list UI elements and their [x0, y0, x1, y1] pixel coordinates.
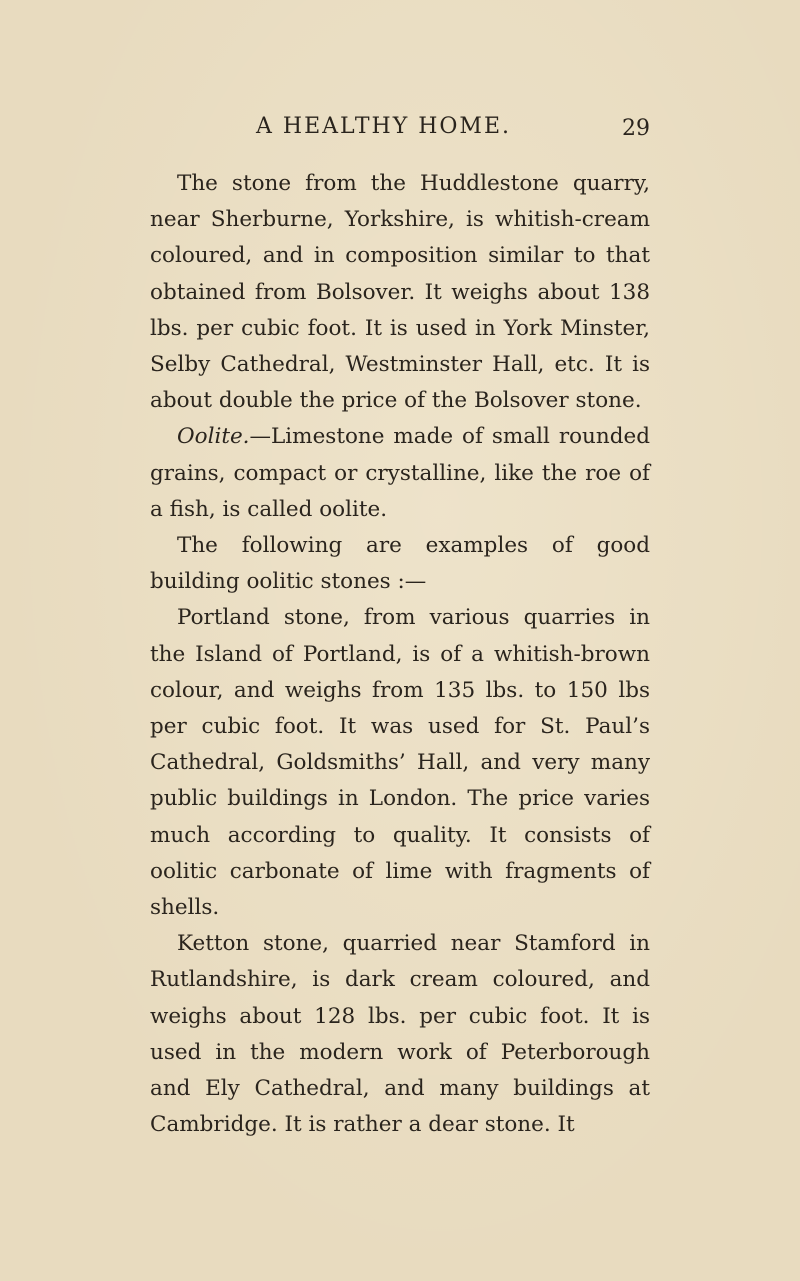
body-text	[150, 166, 650, 1143]
running-title: A HEALTHY HOME.	[256, 114, 512, 139]
paragraph-oolite	[150, 419, 650, 528]
paragraph-text: Portland stone, from various quarries in the Island of Portland, is of a whitish-brown colour, and weighs from 135 lbs. to 150 lbs per cubic foot. It was used for St. Paul’s Cathedral, Goldsmiths’ Hall, and very many public buildings in London. The price varies much according to quality. It consists of oolitic carbonate of lime with fragments of shells.	[150, 605, 650, 921]
page-number: 29	[622, 116, 650, 141]
paragraph-portland	[150, 600, 650, 926]
page-header	[0, 114, 800, 148]
paragraph-lead-italic: Oolite.	[177, 424, 250, 450]
paragraph-huddlestone	[150, 166, 650, 419]
paragraph-text: The stone from the Huddlestone quarry, near Sherburne, Yorkshire, is whitish-cream coloured, and in composition similar to that obtained from Bolsover. It weighs about 138 lbs. per cubic foot. It is used in York Minster, Selby Cathedral, Westminster Hall, etc. It is about double the price of the Bolsover stone.	[150, 171, 650, 414]
paragraph-text: Ketton stone, quarried near Stamford in Rutlandshire, is dark cream coloured, and weighs about 128 lbs. per cubic foot. It is used in the modern work of Peterborough and Ely Cathedral, and many buildings at Cambridge. It is rather a dear stone. It	[150, 931, 650, 1138]
paragraph-text: The following are examples of good building oolitic stones :—	[150, 533, 650, 595]
paragraph-ketton	[150, 926, 650, 1143]
paragraph-examples-intro	[150, 528, 650, 600]
paragraph-text: —Limestone made of small rounded grains, compact or crystalline, like the roe of a fish, is called oolite.	[150, 424, 650, 522]
